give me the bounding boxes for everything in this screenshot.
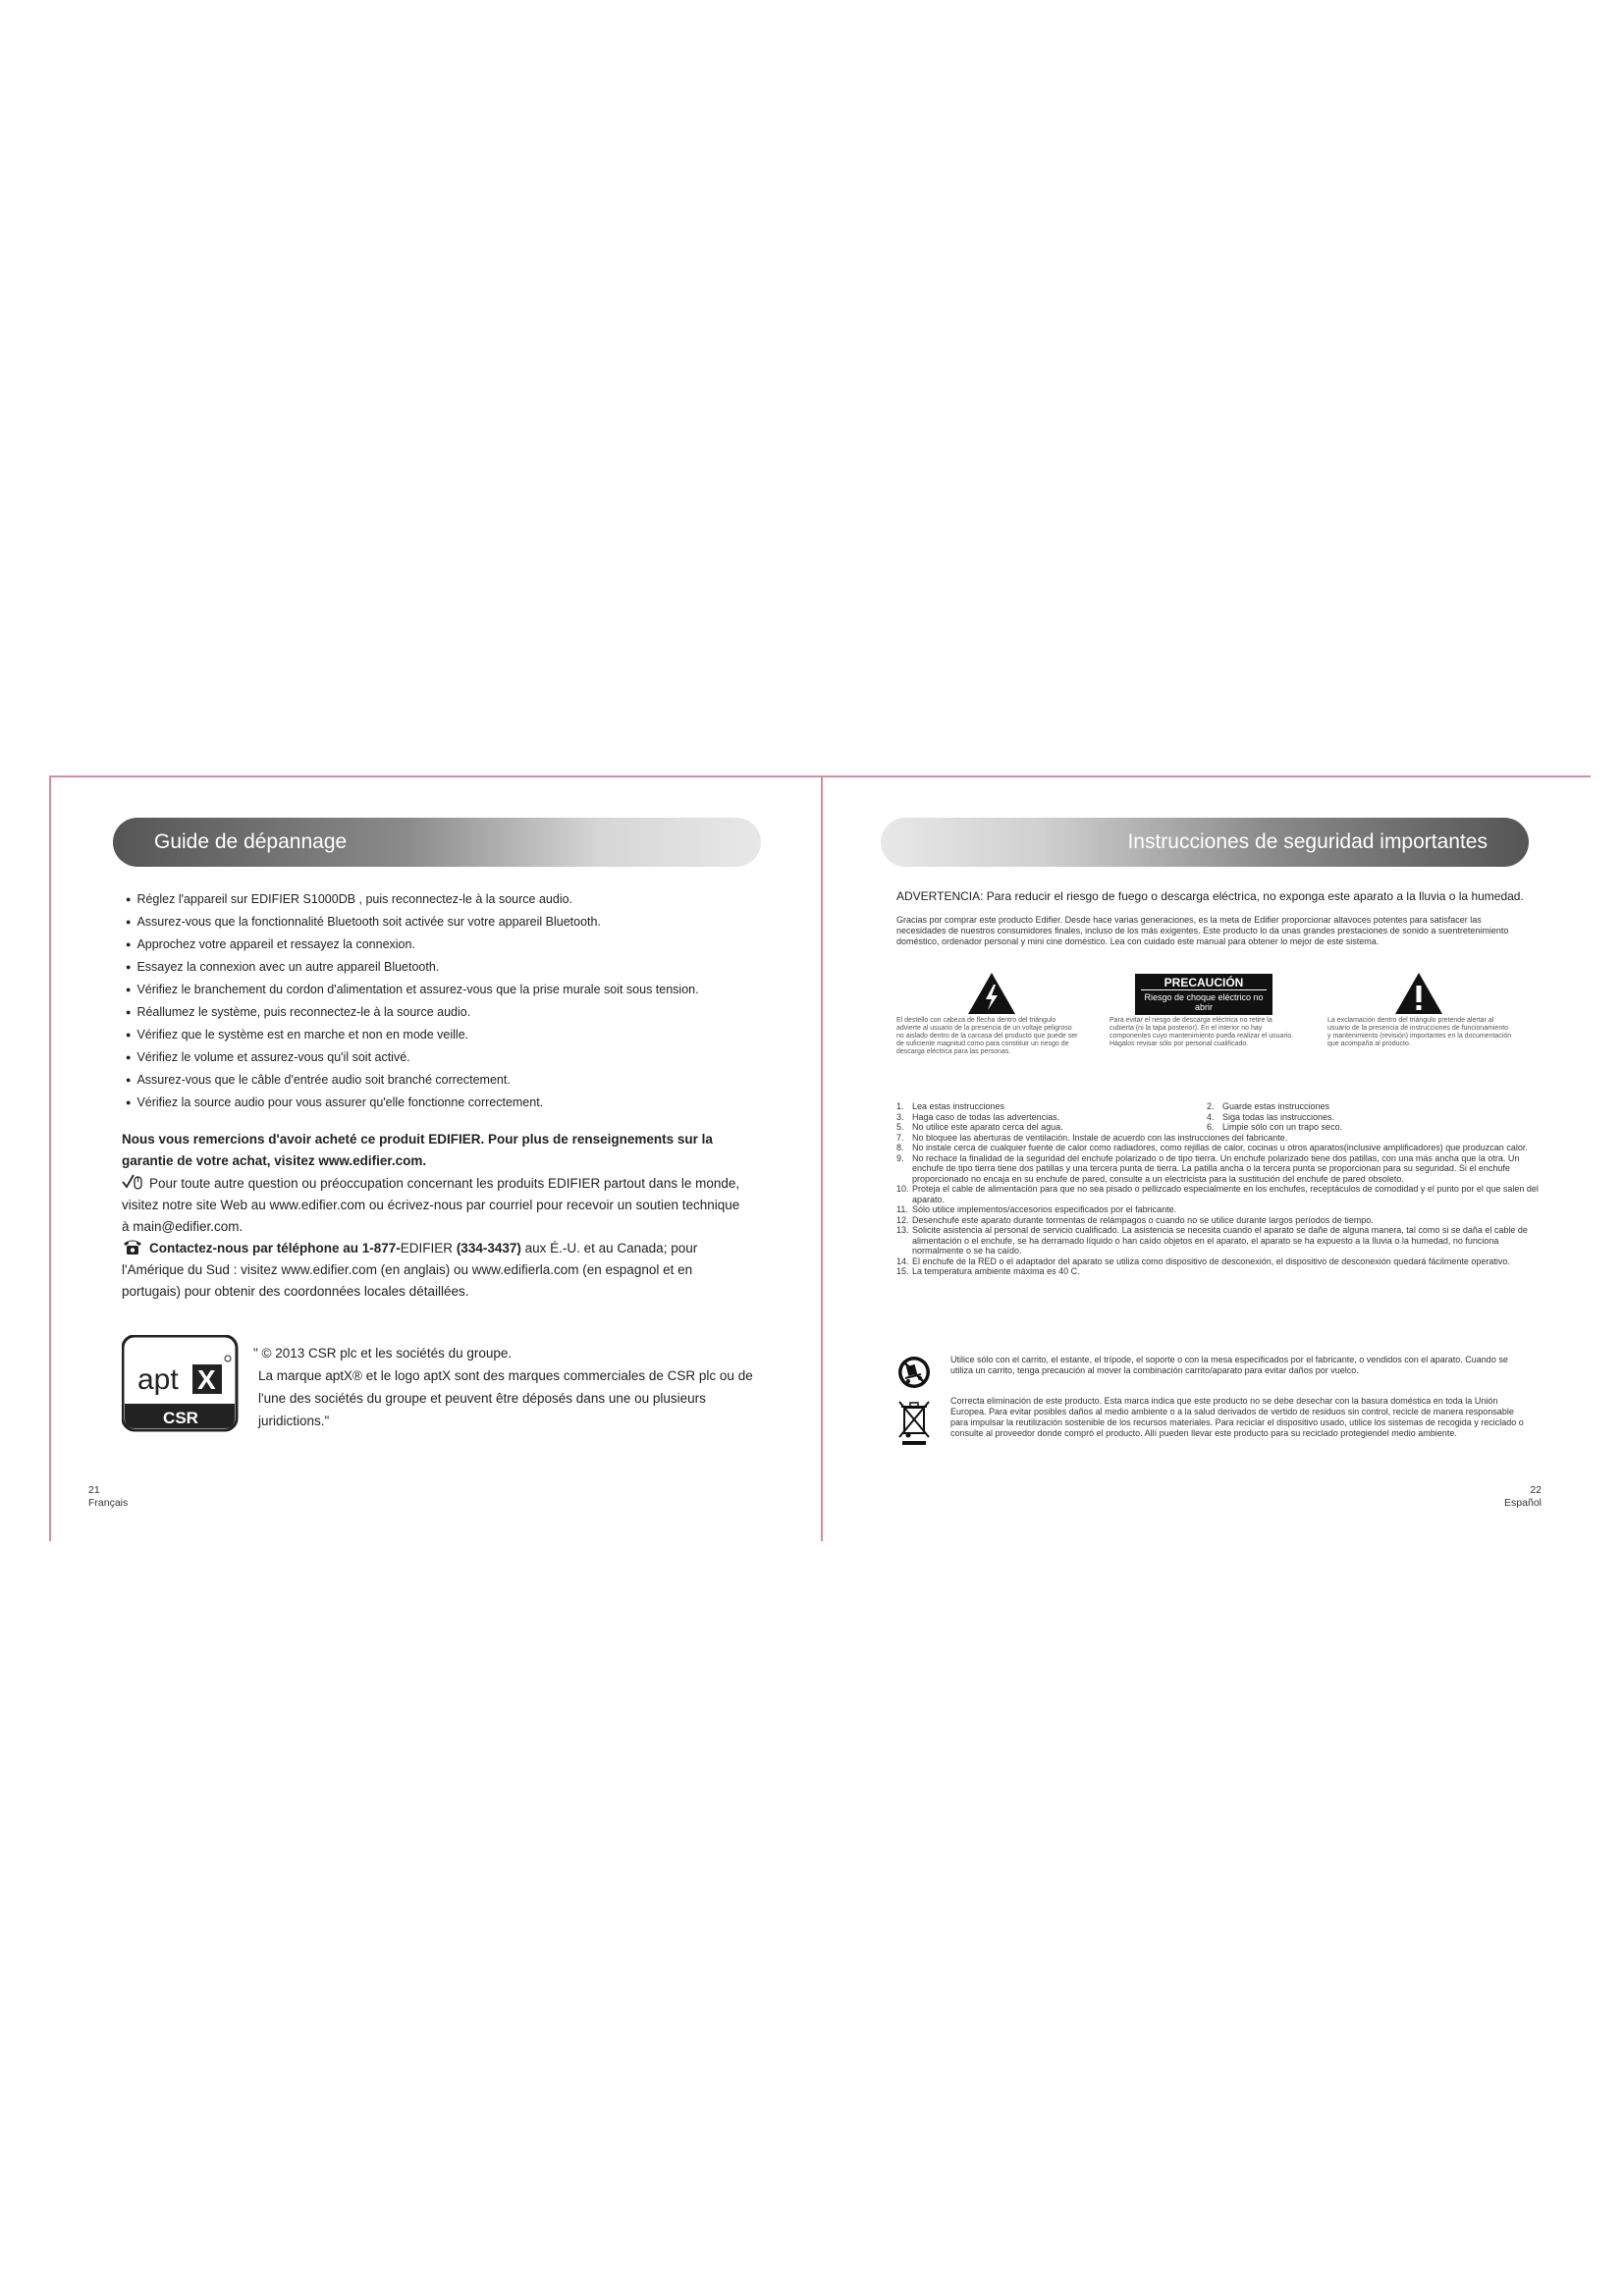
list-item: ● Vérifiez le volume et assurez-vous qu'il soit activé.	[126, 1046, 754, 1069]
rule-number: 7.	[896, 1132, 904, 1143]
thanks-paragraph: Nous vous remercions d'avoir acheté ce produit EDIFIER. Pour plus de renseignements sur la garantie de votre achat, visitez www.edifier.com.	[122, 1132, 713, 1168]
rule-number: 1.	[896, 1101, 904, 1111]
list-item	[896, 1204, 1544, 1215]
rule-text: Lea estas instrucciones	[912, 1101, 1005, 1111]
rule-text: No instale cerca de cualquier fuente de calor como radiadores, como rejillas de calor, cocinas u otros aparatos(inclusive amplificadores) que produzcan calor.	[912, 1143, 1528, 1152]
warning-line: ADVERTENCIA: Para reducir el riesgo de fuego o descarga eléctrica, no exponga este aparato a la lluvia o la humedad.	[896, 889, 1524, 903]
rule-number: 12.	[896, 1214, 909, 1225]
cart-warning-note	[896, 1355, 1535, 1394]
lightning-warning-icon	[967, 972, 1016, 1015]
list-item	[896, 1225, 1544, 1256]
lightning-caption: El destello con cabeza de flecha dentro del triángulo advierte al usuario de la presencia de un voltaje peligroso no aislado dentro de la carcasa del producto que puede ser de suficiente magnitud como para constituir un riesgo de descarga eléctrica para las personas.	[896, 1017, 1078, 1055]
caution-subtitle: Riesgo de choque eléctrico no abrir	[1144, 992, 1264, 1012]
weee-disposal-note	[896, 1396, 1535, 1465]
top-rule	[49, 775, 1591, 777]
aptx-x-text: X	[197, 1364, 216, 1395]
cart-warning-text: Utilice sólo con el carrito, el estante, el trípode, el soporte o con la mesa especificados por el fabricante, o vendidos con el aparato. Cuando se utiliza un carrito, tenga precaución al mover la combinación carrito/aparato para evitar daños por vuelco.	[950, 1355, 1508, 1375]
telephone-icon	[122, 1238, 143, 1255]
rule-number: 8.	[896, 1143, 904, 1152]
list-item: ● Vérifiez la source audio pour vous assurer qu'elle fonctionne correctement.	[126, 1092, 754, 1114]
web-contact-paragraph	[122, 1173, 750, 1238]
phone-region-text: aux É.-U. et au Canada; pour l'Amérique du Sud : visitez www.edifier.com (en anglais) ou www.edifierla.com (en espagnol et en portugais) pour obtenir des coordonnées locales détaillées.	[122, 1241, 698, 1299]
rule-text: Sólo utilice implementos/accesorios especificados por el fabricante.	[912, 1204, 1177, 1214]
list-item	[896, 1184, 1544, 1204]
phone-contact-paragraph	[122, 1238, 750, 1303]
left-page-footer	[88, 1484, 128, 1510]
list-item	[896, 1215, 1544, 1226]
phone-label: Contactez-nous par téléphone au 1-877-	[149, 1241, 401, 1255]
rule-text: Haga caso de todas las advertencias.	[912, 1111, 1060, 1122]
rule-number: 9.	[896, 1152, 904, 1163]
exclamation-warning-icon	[1394, 972, 1443, 1015]
intro-paragraph: Gracias por comprar este producto Edifier. Desde hace varias generaciones, es la meta de Edifier proporcionar altavoces potentes para satisfacer las necesidades de nuestros consumidores finales, incluso de los más exigentes. Este producto lo da unas grandes prestaciones de sonido a suentretenimiento doméstico, ordenador personal y mini cine doméstico. Lea con cuidado este manual para obtener lo mejor de este sistema.	[896, 915, 1509, 946]
csr-trademark-notice	[253, 1342, 764, 1432]
troubleshooting-list	[126, 888, 754, 1114]
aptx-text: apt	[137, 1363, 179, 1396]
list-item: ● Essayez la connexion avec un autre appareil Bluetooth.	[126, 956, 754, 979]
rule-text: Guarde estas instrucciones	[1222, 1101, 1330, 1111]
safety-banner	[881, 818, 1529, 867]
list-item: ● Assurez-vous que la fonctionnalité Bluetooth soit activée sur votre appareil Bluetooth.	[126, 911, 754, 934]
safety-rules-list	[896, 1101, 1544, 1277]
phone-digits: (334-3437)	[456, 1241, 521, 1255]
caution-caption: Para evitar el riesgo de descarga eléctrica no retire la cubierta (ni la tapa posterior). En el interior no hay componentes cuyo mantenimiento pueda realizar el usuario. Hágalos revisar sólo por personal cualificado.	[1110, 1017, 1294, 1047]
list-item	[896, 1101, 1544, 1112]
rule-number: 13.	[896, 1225, 909, 1235]
web-contact-text: Pour toute autre question ou préoccupation concernant les produits EDIFIER partout dans le monde, visitez notre site Web au www.edifier.com ou écrivez-nous par courriel pour recevoir un soutien technique à main@edifier.com.	[122, 1176, 740, 1234]
list-item	[896, 1112, 1544, 1123]
rule-text: Solicite asistencia al personal de servicio cualificado. La asistencia se necesita cuando el aparato se dañe de alguna manera, tal como si se daña el cable de alimentación o el enchufe, se ha derramado líquido o han caído objetos en el aparato, el aparato se ha expuesto a la lluvia o la humedad, no funciona normalmente o se ha caído.	[912, 1225, 1528, 1255]
safety-title: Instrucciones de seguridad importantes	[1127, 830, 1488, 853]
troubleshooting-banner	[113, 818, 761, 867]
cart-tip-over-icon	[896, 1355, 932, 1390]
crossed-bin-icon	[896, 1398, 932, 1447]
rule-number: 5.	[896, 1122, 904, 1132]
rule-number: 2.	[1207, 1101, 1215, 1111]
csr-text: CSR	[163, 1409, 198, 1427]
rule-text: No bloquee las aberturas de ventilación. Instale de acuerdo con las instrucciones del fabricante.	[912, 1132, 1288, 1143]
list-item	[896, 1266, 1544, 1277]
rule-text: El enchufe de la RED o el adaptador del aparato se utiliza como dispositivo de desconexión, el dispositivo de desconexión quedará fácilmente operativo.	[912, 1255, 1510, 1266]
right-page-footer	[1492, 1484, 1542, 1510]
list-item: ● Vérifiez que le système est en marche et non en mode veille.	[126, 1024, 754, 1046]
rule-text: Proteja el cable de alimentación para que no sea pisado o pellizcado especialmente en los enchufes, receptáculos de comodidad y el punto por el que salen del aparato.	[912, 1184, 1539, 1204]
rule-number: 10.	[896, 1184, 909, 1194]
rule-number: 4.	[1207, 1111, 1215, 1122]
exclamation-caption: La exclamación dentro del triángulo pretende alertar al usuario de la presencia de instrucciones de funcionamiento y mantenimiento (revisión) importantes en la documentación que acompaña al producto.	[1327, 1017, 1512, 1047]
caution-title: PRECAUCIÓN	[1141, 976, 1267, 990]
rule-text: No utilice este aparato cerca del agua.	[912, 1122, 1063, 1132]
rule-number: 14.	[896, 1255, 909, 1266]
rule-number: 15.	[896, 1266, 909, 1276]
right-page-number: 22	[1530, 1484, 1542, 1496]
list-item	[896, 1256, 1544, 1267]
list-item	[896, 1133, 1544, 1144]
phone-name: EDIFIER	[400, 1241, 457, 1255]
list-item: ● Réallumez le système, puis reconnectez-le à la source audio.	[126, 1001, 754, 1024]
rule-text: No rechace la finalidad de la seguridad del enchufe polarizado o de tipo tierra. Un enchufe polarizado tiene dos patillas, con una más ancha que la otra. Un enchufe de tipo tierra tiene dos patillas y una tercera punta de tierra. La patilla ancha o la tercera punta se proporcionan para su seguridad. Si el enchufe proporcionado no encaja en su enchufe de pared, consulte a un electricista para la sustitución del enchufe de pared obsoleto.	[912, 1152, 1520, 1184]
list-item	[896, 1143, 1544, 1153]
csr-copyright-line: " © 2013 CSR plc et les sociétés du groupe.	[253, 1346, 513, 1361]
rule-text: Siga todas las instrucciones.	[1222, 1111, 1335, 1122]
mouse-check-icon	[122, 1173, 143, 1191]
rule-text: La temperatura ambiente máxima es 40 C.	[912, 1266, 1080, 1276]
list-item: ● Vérifiez le branchement du cordon d'alimentation et assurez-vous que la prise murale soit sous tension.	[126, 979, 754, 1001]
list-item	[896, 1153, 1544, 1185]
list-item: ● Approchez votre appareil et ressayez la connexion.	[126, 934, 754, 956]
troubleshooting-title: Guide de dépannage	[154, 830, 348, 853]
rule-text: Limpie sólo con un trapo seco.	[1222, 1122, 1343, 1132]
left-page-language: Français	[88, 1497, 129, 1509]
weee-disposal-text: Correcta eliminación de este producto. Esta marca indica que este producto no se debe desechar con la basura doméstica en toda la Unión Europea. Para evitar posibles daños al medio ambiente o a la salud derivados de vertido de residuos sin control, recicle de manera responsable para impulsar la reutilización sostenible de los recursos materiales. Para reciclar el dispositivo usado, utilice los sistemas de recogida y reciclado o consulte al proveedor donde compró el producto. Allí pueden llevar este producto para su reciclado protegiendel medio ambiente.	[950, 1396, 1524, 1438]
csr-trademark-line: La marque aptX® et le logo aptX sont des marques commerciales de CSR plc ou de l'une des sociétés du groupe et peuvent être déposés dans une ou plusieurs juridictions."	[258, 1368, 753, 1428]
list-item	[896, 1122, 1544, 1133]
rule-number: 11.	[896, 1204, 908, 1214]
caution-label	[1135, 974, 1272, 1015]
list-item: ● Assurez-vous que le câble d'entrée audio soit branché correctement.	[126, 1069, 754, 1092]
list-item: ● Réglez l'appareil sur EDIFIER S1000DB , puis reconnectez-le à la source audio.	[126, 888, 754, 911]
left-margin-rule	[49, 775, 51, 1541]
center-fold-rule	[821, 775, 823, 1541]
rule-number: 6.	[1207, 1122, 1215, 1132]
rule-number: 3.	[896, 1111, 904, 1122]
left-page-number: 21	[88, 1484, 100, 1496]
rule-text: Desenchufe este aparato durante tormentas de relámpagos o cuando no se utilice durante largos períodos de tiempo.	[912, 1214, 1374, 1225]
right-page-language: Español	[1504, 1497, 1542, 1509]
aptx-csr-logo	[122, 1335, 240, 1433]
